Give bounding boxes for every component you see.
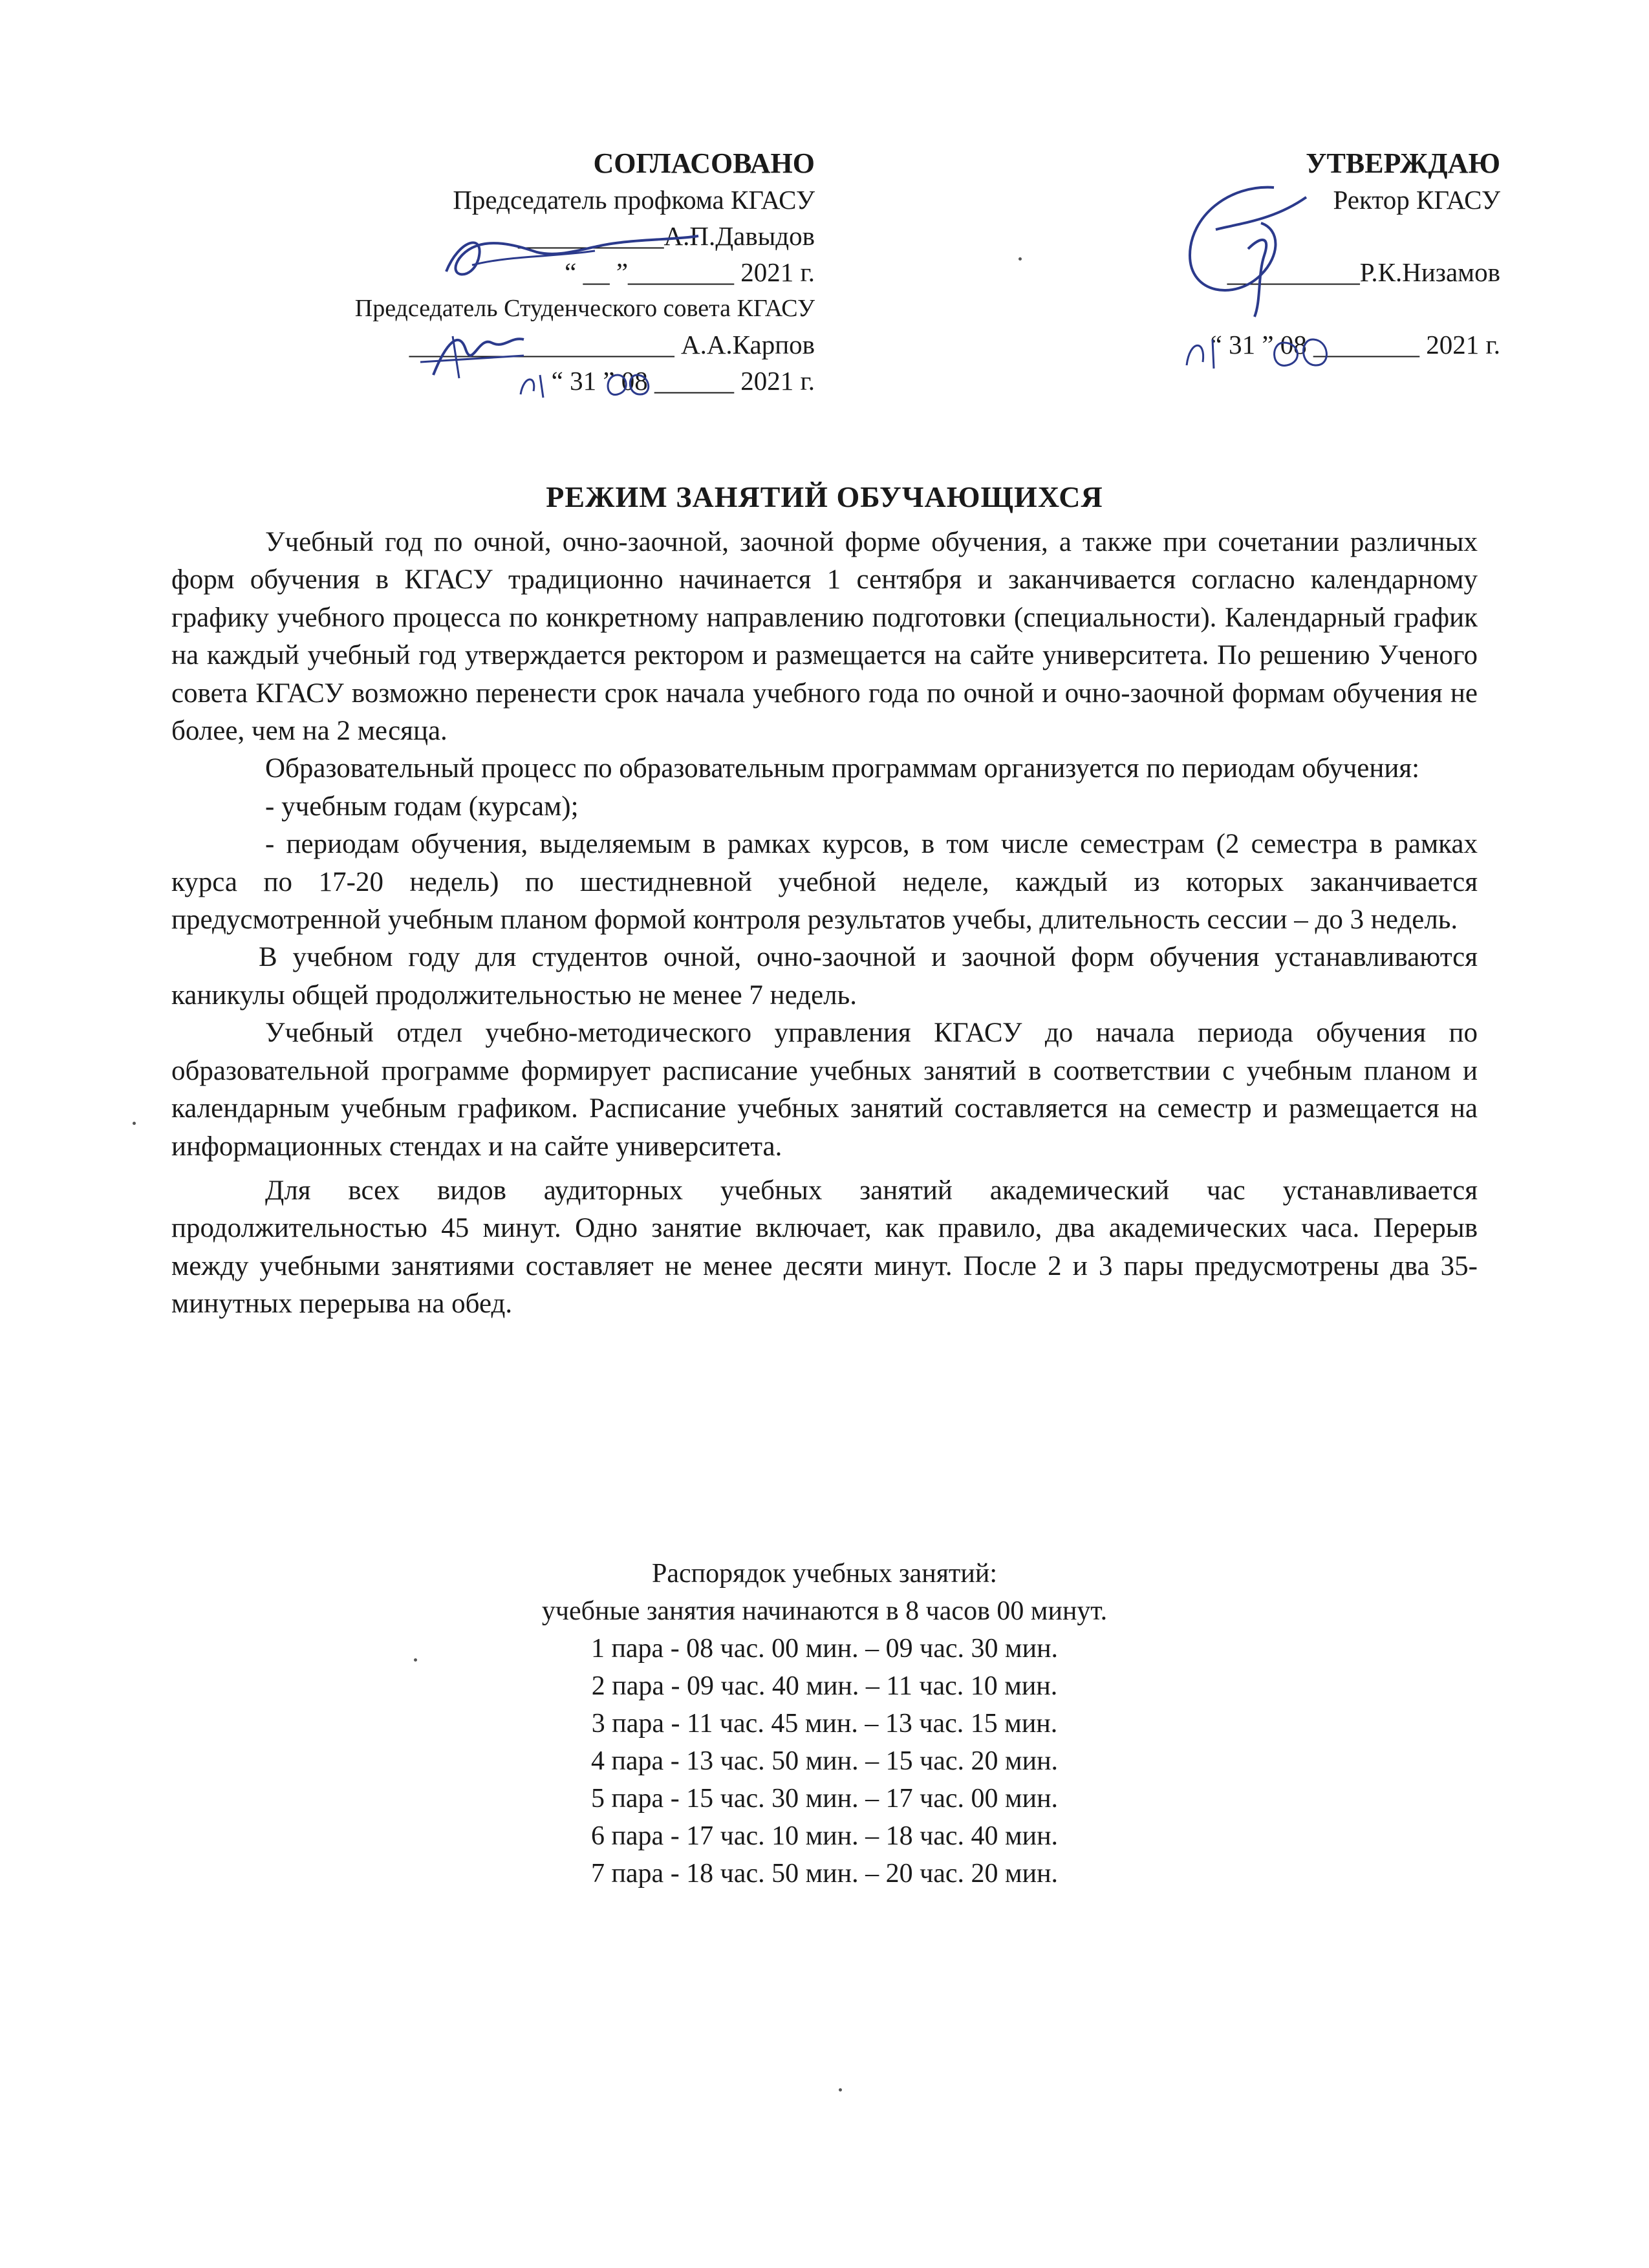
list-item-study-periods: - периодам обучения, выделяемым в рамках курсов, в том числе семестрам (2 семестра в рамках курса по 17-20 недель) по шестидневной учебной неделе, каждый из которых заканчивается предусмотренной учебным планом формой контроля результатов учебы, длительность сессии – до 3 недель. bbox=[171, 829, 1478, 936]
approval-block-right bbox=[1009, 145, 1500, 363]
schedule-pair-1: 1 пара - 08 час. 00 мин. – 09 час. 30 мин. bbox=[590, 1634, 1059, 1664]
schedule-pair-7: 7 пара - 18 час. 50 мин. – 20 час. 20 мин. bbox=[590, 1859, 1059, 1888]
paragraph-academic-hour: Для всех видов аудиторных учебных занятий академический час устанавливается продолжительностью 45 минут. Одно занятие включает, как правило, два академических часа. Перерыв между учебными занятиями составляет не менее десяти минут. После 2 и 3 пары предусмотрены два 35-минутных перерыва на обед. bbox=[171, 1175, 1478, 1320]
approval-right-line2: __________Р.К.Низамов bbox=[1227, 257, 1500, 287]
approval-left-line1: Председатель профкома КГАСУ bbox=[453, 185, 815, 215]
paragraph-educational-process: Образовательный процесс по образовательным программам организуется по периодам обучения: bbox=[265, 753, 1420, 784]
schedule-pair-3: 3 пара - 11 час. 45 мин. – 13 час. 15 мин. bbox=[591, 1709, 1058, 1738]
scan-speck bbox=[414, 1658, 417, 1662]
approval-right-line1: Ректор КГАСУ bbox=[1333, 185, 1500, 215]
approval-right-line3: “ 31 ” 08 ________ 2021 г. bbox=[1210, 330, 1500, 359]
approval-left-line2: ___________А.П.Давыдов bbox=[517, 221, 815, 251]
approval-left-line4: Председатель Студенческого совета КГАСУ bbox=[354, 295, 815, 322]
approval-right-heading: УТВЕРЖДАЮ bbox=[1306, 147, 1500, 179]
scan-speck bbox=[1018, 257, 1022, 261]
schedule-pair-6: 6 пара - 17 час. 10 мин. – 18 час. 40 мин. bbox=[590, 1821, 1059, 1851]
list-item-academic-years: - учебным годам (курсам); bbox=[265, 791, 579, 822]
paragraph-timetable: Учебный отдел учебно-методического управления КГАСУ до начала периода обучения по образовательной программе формирует расписание учебных занятий в соответствии с учебным планом и календарным учебным графиком. Расписание учебных занятий составляется на семестр и размещается на информационных стендах и на сайте университета. bbox=[171, 1018, 1478, 1162]
document-body bbox=[171, 524, 1478, 1323]
class-schedule bbox=[0, 1555, 1649, 1892]
approval-left-line3: “ __ ”________ 2021 г. bbox=[565, 257, 815, 287]
schedule-start-time: учебные занятия начинаются в 8 часов 00 минут. bbox=[541, 1596, 1108, 1626]
document-title: РЕЖИМ ЗАНЯТИЙ ОБУЧАЮЩИХСЯ bbox=[546, 480, 1103, 513]
schedule-pair-5: 5 пара - 15 час. 30 мин. – 17 час. 00 мин. bbox=[590, 1784, 1059, 1813]
paragraph-academic-year: Учебный год по очной, очно-заочной, заочной форме обучения, а также при сочетании различных форм обучения в КГАСУ традиционно начинается 1 сентября и заканчивается согласно календарному графику учебного процесса по конкретному направлению подготовки (специальности). Календарный график на каждый учебный год утверждается ректором и размещается на сайте университета. По решению Ученого совета КГАСУ возможно перенести срок начала учебного года по очной и очно-заочной формам обучения не более, чем на 2 месяца. bbox=[171, 527, 1478, 747]
approval-left-heading: СОГЛАСОВАНО bbox=[593, 147, 815, 179]
scan-speck bbox=[839, 2088, 842, 2091]
schedule-pair-4: 4 пара - 13 час. 50 мин. – 15 час. 20 мин. bbox=[590, 1746, 1059, 1776]
approval-block-left bbox=[259, 145, 815, 399]
approval-left-line5: ____________________ А.А.Карпов bbox=[409, 330, 815, 359]
scan-speck bbox=[133, 1122, 136, 1125]
schedule-pair-2: 2 пара - 09 час. 40 мин. – 11 час. 10 мин. bbox=[591, 1671, 1058, 1701]
approval-left-line6: “ 31 ” 08 ______ 2021 г. bbox=[551, 366, 815, 396]
schedule-heading: Распорядок учебных занятий: bbox=[651, 1559, 998, 1589]
paragraph-vacations: В учебном году для студентов очной, очно-заочной и заочной форм обучения устанавливаются каникулы общей продолжительностью не менее 7 недель. bbox=[171, 942, 1478, 1011]
